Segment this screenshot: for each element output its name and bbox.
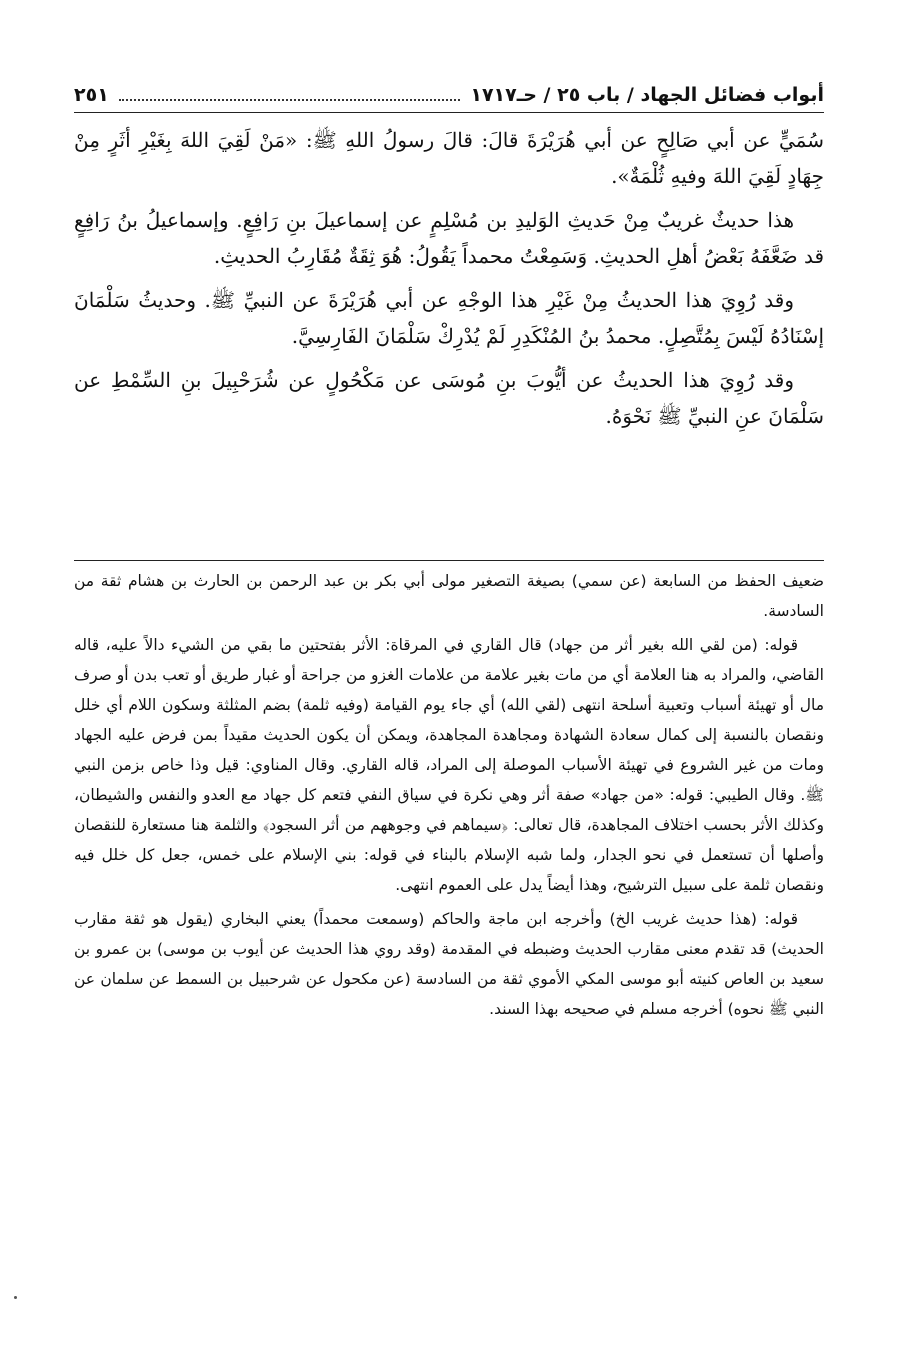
scan-speck	[14, 1296, 17, 1299]
footnotes	[74, 566, 824, 1028]
commentary-paragraph: وقد رُوِيَ هذا الحديثُ مِنْ غَيْرِ هذا الوجْهِ عن أبي هُرَيْرَةَ عن النبيِّ ﷺ. وحديثُ سَلْمَانَ إسْنَادُهُ لَيْسَ بِمُتَّصِلٍ. محمدُ بنُ المُنْكَدِرِ لَمْ يُدْرِكْ سَلْمَانَ الفَارِسِيَّ.	[74, 288, 824, 348]
footnote-paragraph: قوله: (من لقي الله بغير أثر من جهاد) قال القاري في المرقاة: الأثر بفتحتين ما بقي من الشيء دالاً عليه، قاله القاضي، والمراد به هنا العلامة أي من مات بغير علامة من علامات الغزو من جراحة أو غبار طريق أو تعب بدن أو صرف مال أو تهيئة أسباب وتعبية أسلحة انتهى (لقي الله) أي جاء يوم القيامة (وفيه ثلمة) بضم المثلثة وسكون اللام أي خلل ونقصان بالنسبة إلى كمال سعادة الشهادة ومجاهدة المجاهدة، ويمكن أن يكون الحديث مقيداً بمن فرض عليه الجهاد ومات من غير الشروع في تهيئة الأسباب الموصلة إلى المراد، قاله القاري. وقال المناوي: قيل وذا خاص بزمن النبي ﷺ. وقال الطيبي: قوله: «من جهاد» صفة أثر وهي نكرة في سياق النفي فتعم كل جهاد مع العدو والنفس والشيطان، وكذلك الأثر بحسب اختلاف المجاهدة، قال تعالى: ﴿سيماهم في وجوههم من أثر السجود﴾ والثلمة هنا مستعارة للنقصان وأصلها أن تستعمل في نحو الجدار، ولما شبه الإسلام بالبناء في قوله: بني الإسلام على خمس، جعل كل خلل فيه ونقصان ثلمة على سبيل الترشيح، وهذا أيضاً يدل على العموم انتهى.	[74, 636, 824, 894]
chapter-title: أبواب فضائل الجهاد / باب ٢٥ / حـ١٧١٧	[470, 84, 824, 106]
page-header	[74, 78, 824, 113]
hadith-text	[74, 122, 824, 442]
leader-dots	[119, 89, 461, 101]
hadith-paragraph: سُمَيٍّ عن أبي صَالِحٍ عن أبي هُرَيْرَةَ قالَ: قالَ رسولُ اللهِ ﷺ: «مَنْ لَقِيَ اللهَ بِغَيْرِ أثَرٍ مِنْ جِهَادٍ لَقِيَ اللهَ وفيهِ ثُلْمَةٌ».	[74, 128, 824, 188]
footnote-divider	[74, 560, 824, 561]
commentary-paragraph: وقد رُوِيَ هذا الحديثُ عن أيُّوبَ بنِ مُوسَى عن مَكْحُولٍ عن شُرَحْبِيلَ بنِ السِّمْطِ عن سَلْمَانَ عنِ النبيِّ ﷺ نَحْوَهُ.	[74, 368, 824, 428]
page-number: ٢٥١	[74, 84, 109, 106]
footnote-paragraph: قوله: (هذا حديث غريب الخ) وأخرجه ابن ماجة والحاكم (وسمعت محمداً) يعني البخاري (يقول هو ثقة مقارب الحديث) قد تقدم معنى مقارب الحديث وضبطه في المقدمة (وقد روي هذا الحديث عن أيوب بن موسى) بن عمرو بن سعيد بن العاص كنيته أبو موسى المكي الأموي ثقة من السادسة (عن مكحول عن شرحبيل بن السمط عن سلمان عن النبي ﷺ نحوه) أخرجه مسلم في صحيحه بهذا السند.	[74, 910, 824, 1018]
commentary-paragraph: هذا حديثٌ غريبٌ مِنْ حَديثِ الوَليدِ بن مُسْلِمٍ عن إسماعيلَ بنِ رَافِعٍ. وإسماعيلُ بنُ رَافِعٍ قد ضَعَّفَهُ بَعْضُ أهلِ الحديثِ. وَسَمِعْتُ محمداً يَقُولُ: هُوَ ثِقَةٌ مُقَارِبُ الحديثِ.	[74, 208, 824, 268]
footnote-paragraph: ضعيف الحفظ من السابعة (عن سمي) بصيغة التصغير مولى أبي بكر بن عبد الرحمن بن الحارث بن هشام ثقة من السادسة.	[74, 572, 824, 620]
